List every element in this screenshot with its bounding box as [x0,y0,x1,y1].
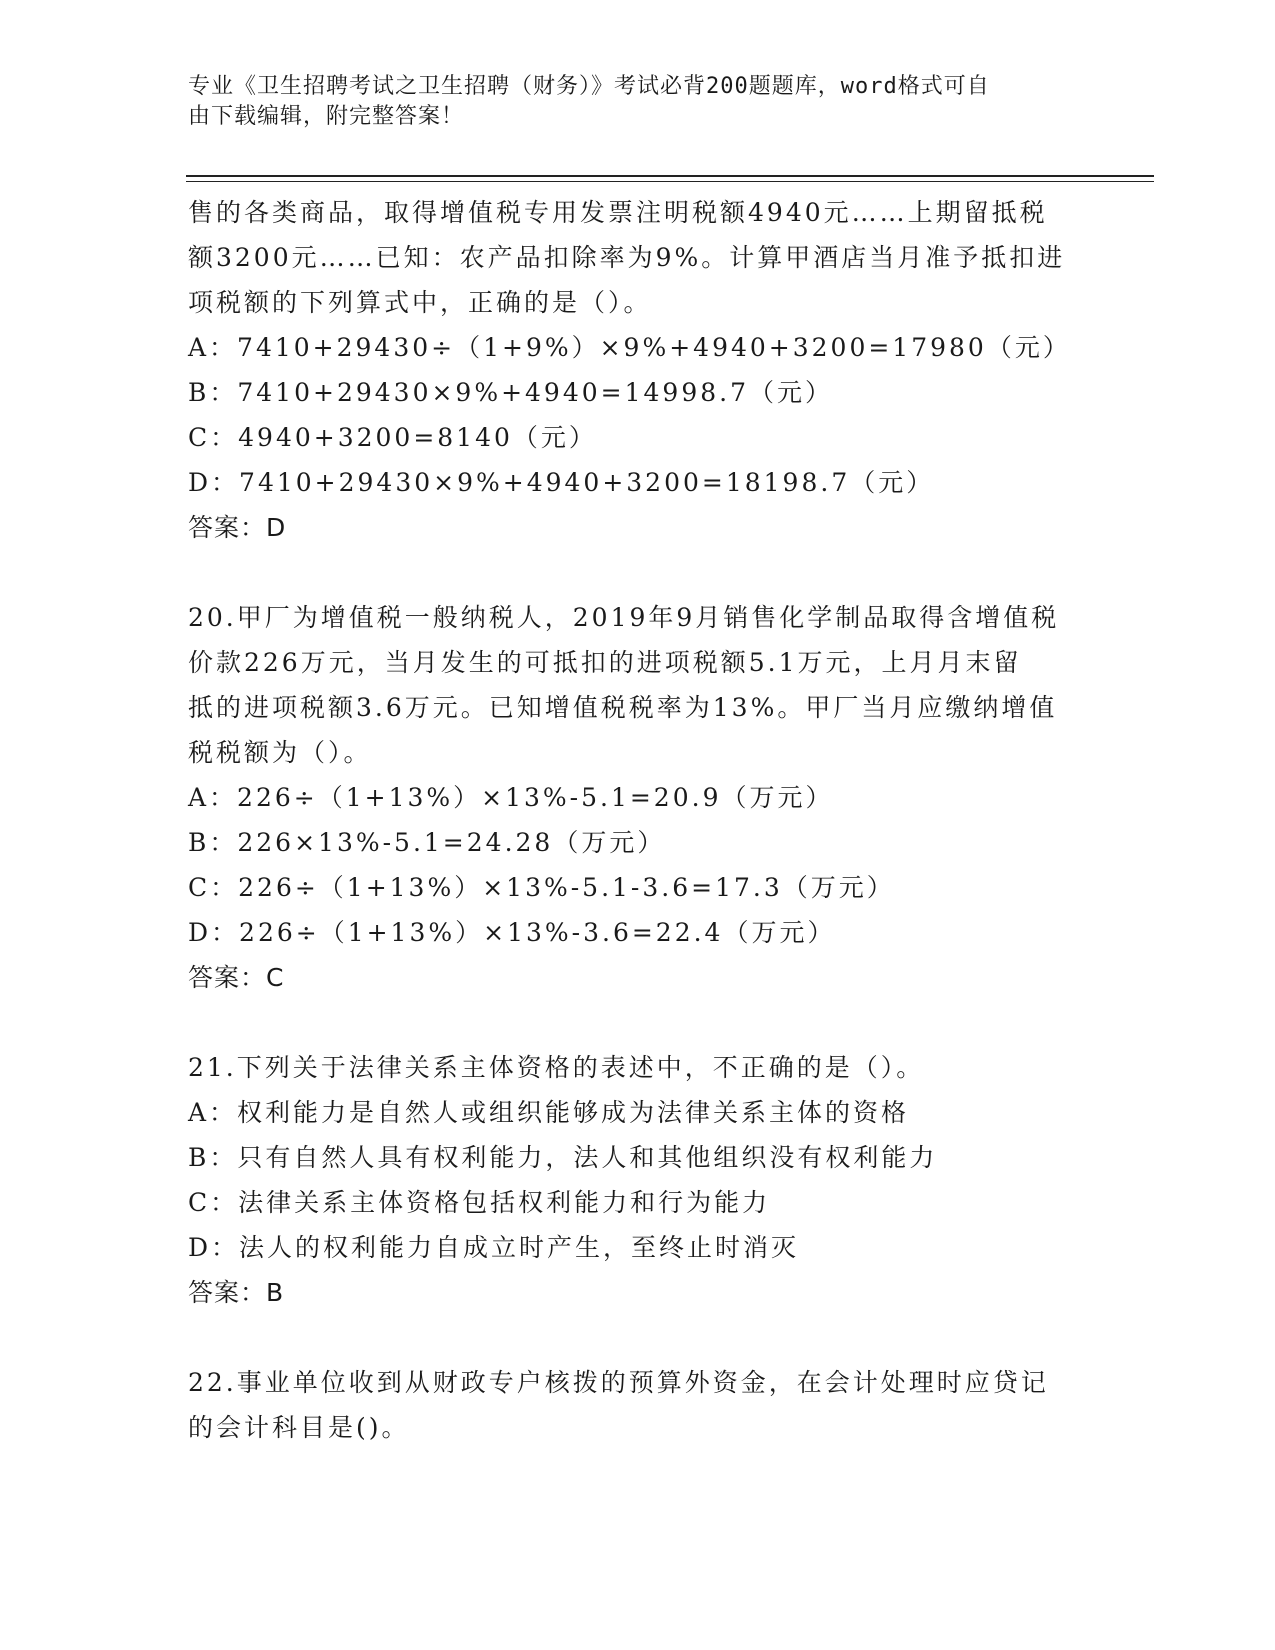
option-d: D：7410+29430×9%+4940+3200=18198.7（元） [188,468,935,497]
option-b: B：7410+29430×9%+4940=14998.7（元） [188,378,833,407]
question-text-line: 21.下列关于法律关系主体资格的表述中，不正确的是（）。 [188,1053,925,1082]
question-19 [188,190,1088,550]
question-content [188,190,1088,1450]
question-22 [188,1360,1088,1450]
question-text-line: 税税额为（）。 [188,738,372,767]
option-d: D：226÷（1+13%）×13%-3.6=22.4（万元） [188,918,836,947]
question-text-line: 额3200元……已知：农产品扣除率为9%。计算甲酒店当月准予抵扣进 [188,243,1066,272]
option-a: A：226÷（1+13%）×13%-5.1=20.9（万元） [188,783,834,812]
spacer [188,1315,1088,1360]
question-text-line: 22.事业单位收到从财政专户核拨的预算外资金，在会计处理时应贷记 [188,1368,1049,1397]
question-text-line: 抵的进项税额3.6万元。已知增值税税率为13%。甲厂当月应缴纳增值 [188,693,1058,722]
question-text-line: 项税额的下列算式中，正确的是（）。 [188,288,652,317]
question-text-line: 价款226万元，当月发生的可抵扣的进项税额5.1万元，上月月末留 [188,648,1022,677]
question-text-line: 20.甲厂为增值税一般纳税人，2019年9月销售化学制品取得含增值税 [188,603,1060,632]
header-rule-thick [186,175,1154,177]
answer: 答案：B [188,1278,285,1307]
option-a: A：7410+29430÷（1+9%）×9%+4940+3200=17980（元） [188,333,1071,362]
header-rule-thin [186,181,1154,182]
option-c: C：4940+3200=8140（元） [188,423,597,452]
option-b: B：只有自然人具有权利能力，法人和其他组织没有权利能力 [188,1143,938,1172]
question-text-line: 的会计科目是()。 [188,1413,410,1442]
header-line-1: 专业《卫生招聘考试之卫生招聘（财务）》考试必背200题题库，word格式可自 [188,74,990,99]
option-b: B：226×13%-5.1=24.28（万元） [188,828,666,857]
answer: 答案：D [188,513,287,542]
header-line-2: 由下载编辑，附完整答案！ [188,104,465,129]
answer: 答案：C [188,963,285,992]
option-c: C：226÷（1+13%）×13%-5.1-3.6=17.3（万元） [188,873,895,902]
spacer [188,550,1088,595]
document-header [188,72,1088,132]
question-text-line: 售的各类商品，取得增值税专用发票注明税额4940元……上期留抵税 [188,198,1048,227]
question-21 [188,1045,1088,1315]
option-c: C：法律关系主体资格包括权利能力和行为能力 [188,1188,771,1217]
question-20 [188,595,1088,1000]
spacer [188,1000,1088,1045]
option-a: A：权利能力是自然人或组织能够成为法律关系主体的资格 [188,1098,910,1127]
option-d: D：法人的权利能力自成立时产生，至终止时消灭 [188,1233,800,1262]
